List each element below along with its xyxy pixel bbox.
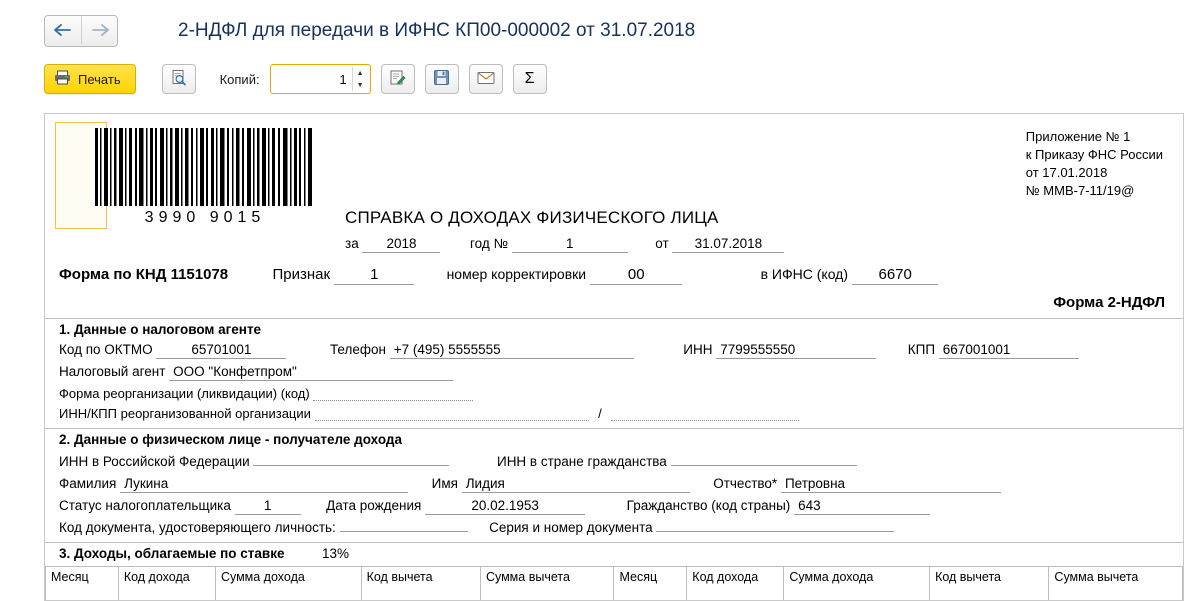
col-deduction-sum-1: Сумма вычета: [480, 567, 614, 601]
surname-value: Лукина: [120, 476, 408, 493]
section3-rate: 13%: [321, 546, 350, 561]
priznak-label: Признак: [272, 266, 331, 283]
knd-label: Форма по КНД 1151078: [59, 266, 229, 283]
sum-button[interactable]: [513, 64, 547, 94]
col-deduction-code-1: Код вычета: [361, 567, 480, 601]
agent-value: ООО "Конфетпром": [169, 364, 453, 381]
divider-3: [45, 542, 1183, 543]
reorg-inn-value: [315, 407, 589, 421]
envelope-icon: [477, 71, 495, 88]
inn-country-label: ИНН в стране гражданства: [496, 454, 667, 469]
agent-kpp-label: КПП: [907, 342, 936, 357]
reorg-form-label: Форма реорганизации (ликвидации) (код): [59, 386, 310, 401]
year-value: 2018: [362, 236, 440, 253]
agent-kpp-value: 667001001: [939, 342, 1079, 359]
copies-input[interactable]: [271, 66, 352, 92]
sigma-icon: Σ: [524, 70, 535, 87]
inn-rf-value: [253, 464, 449, 466]
section3-title: 3. Доходы, облагаемые по ставке: [59, 546, 285, 561]
document-main-title: СПРАВКА О ДОХОДАХ ФИЗИЧЕСКОГО ЛИЦА: [345, 208, 719, 227]
print-button-label: Печать: [78, 71, 121, 87]
document-date-value: 31.07.2018: [672, 236, 784, 253]
za-label: за: [345, 236, 359, 251]
section1-line-3: [59, 386, 473, 401]
document-preview[interactable]: [44, 113, 1184, 601]
citizenship-value: 643: [794, 498, 930, 515]
divider-1: [45, 318, 1183, 319]
copies-field-wrapper: [270, 64, 371, 94]
surname-label: Фамилия: [59, 476, 117, 491]
table-header-row: [46, 567, 1183, 601]
navigation-buttons: [44, 15, 118, 47]
reorg-kpp-value: [611, 407, 799, 421]
inn-country-value: [671, 464, 857, 466]
name-label: Имя: [431, 476, 458, 491]
print-preview-button[interactable]: [162, 64, 196, 94]
doc-serial-value: [656, 530, 894, 532]
reorg-form-value: [313, 387, 473, 401]
reorg-inn-label: ИНН/КПП реорганизованной организации: [59, 406, 311, 421]
appendix-line-4: № ММВ-7-11/19@: [1025, 183, 1135, 198]
print-button[interactable]: [44, 64, 136, 94]
correction-value: 00: [590, 266, 682, 285]
col-deduction-code-2: Код вычета: [930, 567, 1049, 601]
god-label: год №: [470, 236, 508, 251]
knd-line: [59, 266, 938, 285]
save-button[interactable]: [425, 64, 459, 94]
oktmo-label: Код по ОКТМО: [59, 342, 153, 357]
birth-label: Дата рождения: [326, 498, 422, 513]
priznak-value: 1: [334, 266, 414, 285]
col-month-2: Месяц: [614, 567, 687, 601]
appendix-line-2: к Приказу ФНС России: [1025, 147, 1163, 162]
edit-form-button[interactable]: [381, 64, 415, 94]
section1-line-4: [59, 406, 799, 421]
form-name-2ndfl: Форма 2-НДФЛ: [1053, 294, 1165, 311]
section1-line-1: [59, 342, 1079, 359]
doc-code-label: Код документа, удостоверяющего личность:: [59, 520, 336, 535]
name-value: Лидия: [462, 476, 690, 493]
copies-label: Копий:: [219, 71, 260, 87]
stepper-up[interactable]: ▲: [356, 69, 364, 77]
ot-label: от: [655, 236, 669, 251]
agent-label: Налоговый агент: [59, 364, 166, 379]
doc-serial-label: Серия и номер документа: [489, 520, 653, 535]
page-title: 2-НДФЛ для передачи в ИФНС КП00-000002 от 31.07.2018: [178, 20, 696, 41]
section1-title: 1. Данные о налоговом агенте: [59, 322, 262, 337]
section2-line-2: [59, 476, 1001, 493]
col-income-code-2: Код дохода: [687, 567, 784, 601]
inn-rf-label: ИНН в Российской Федерации: [59, 454, 250, 469]
status-value: 1: [235, 498, 301, 515]
col-month-1: Месяц: [46, 567, 119, 601]
status-label: Статус налогоплательщика: [59, 498, 231, 513]
save-diskette-icon: [433, 69, 450, 89]
section2-line-4: [59, 520, 894, 535]
send-email-button[interactable]: [469, 64, 503, 94]
birth-value: 20.02.1953: [425, 498, 585, 515]
arrow-right-icon: [90, 23, 110, 37]
doc-code-value: [340, 530, 468, 532]
appendix-line-1: Приложение № 1: [1025, 129, 1131, 144]
patronymic-value: Петровна: [781, 476, 1001, 493]
appendix-line-3: от 17.01.2018: [1025, 165, 1108, 180]
section1-line-2: [59, 364, 453, 381]
col-deduction-sum-2: Сумма вычета: [1049, 567, 1183, 601]
reorg-slash: /: [598, 406, 602, 421]
barcode-number: 3990 9015: [144, 209, 266, 226]
correction-label: номер корректировки: [446, 266, 587, 282]
income-table[interactable]: [45, 566, 1183, 601]
back-button[interactable]: [45, 16, 81, 44]
section2-line-1: [59, 454, 857, 469]
citizenship-label: Гражданство (код страны): [626, 498, 791, 513]
document-header-line: [345, 236, 784, 253]
agent-inn-value: 7799555550: [716, 342, 876, 359]
barcode-image: [93, 128, 315, 206]
document-number-value: 1: [512, 236, 628, 253]
window-header: [0, 0, 1200, 56]
col-income-code-1: Код дохода: [118, 567, 215, 601]
agent-inn-label: ИНН: [683, 342, 713, 357]
ifns-value: 6670: [852, 266, 938, 285]
forward-button[interactable]: [81, 16, 117, 44]
patronymic-label: Отчество*: [713, 476, 778, 491]
stepper-down[interactable]: ▼: [356, 81, 364, 89]
divider-2: [45, 428, 1183, 429]
col-income-sum-1: Сумма дохода: [215, 567, 361, 601]
section2-line-3: [59, 498, 930, 515]
copies-stepper[interactable]: [352, 67, 368, 91]
section2-title: 2. Данные о физическом лице - получателе дохода: [59, 432, 402, 447]
printer-icon: [54, 70, 71, 88]
preview-magnifier-icon: [170, 69, 187, 89]
edit-form-icon: [389, 69, 406, 89]
ifns-label: в ИФНС (код): [760, 266, 849, 282]
phone-label: Телефон: [329, 342, 386, 357]
section3-title-row: [59, 546, 349, 561]
arrow-left-icon: [53, 23, 73, 37]
oktmo-value: 65701001: [156, 342, 286, 359]
phone-value: +7 (495) 5555555: [390, 342, 634, 359]
col-income-sum-2: Сумма дохода: [784, 567, 930, 601]
toolbar: [0, 56, 1200, 102]
appendix-block: [1026, 128, 1163, 200]
